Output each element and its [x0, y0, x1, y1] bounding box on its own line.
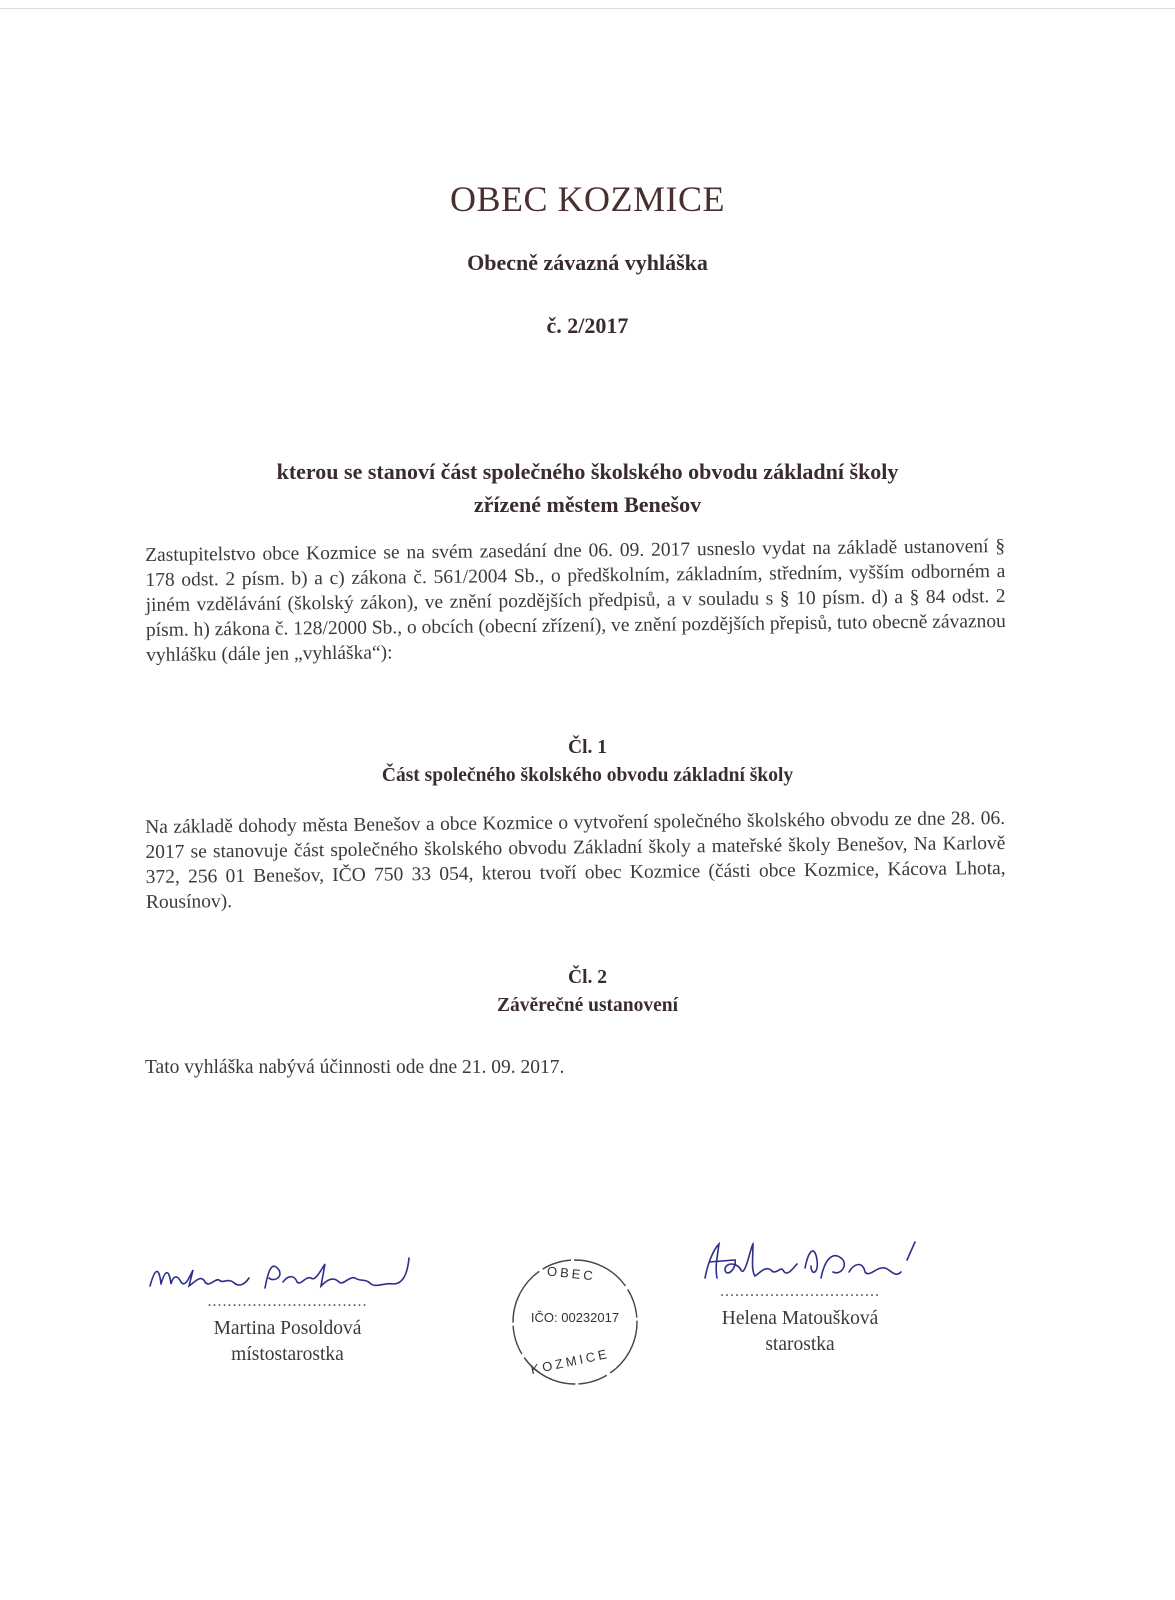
signer-role: starostka [765, 1334, 835, 1355]
article-2-heading [0, 964, 1175, 1020]
stamp-top-text: OBEC [546, 1263, 597, 1284]
official-stamp [505, 1252, 645, 1392]
signer-role: místostarostka [231, 1344, 344, 1365]
stamp-bottom-text: KOZMICE [529, 1345, 611, 1378]
article-2-text: Tato vyhláška nabývá účinnosti ode dne 21. 09. 2017. [145, 1057, 565, 1078]
document-number: č. 2/2017 [546, 313, 629, 338]
article-1-number: Čl. 1 [568, 737, 607, 758]
intro-paragraph: Zastupitelstvo obce Kozmice se na svém zasedání dne 06. 09. 2017 usneslo vydat na základě ustanovení § 178 odst. 2 písm. b) a c) zákona č. 561/2004 Sb., o předškolním, základním, středním, vyšším odborném a jiném vzdělávání (školský zákon), ve znění pozdějších předpisů, a v souladu s § 10 písm. d) a § 84 odst. 2 písm. h) zákona č. 128/2000 Sb., o obcích (obecní zřízení), ve znění pozdějších přepisů, tuto obecně závaznou vyhlášku (dále jen „vyhláška“): [145, 535, 1006, 666]
signature-mayor [665, 1238, 935, 1358]
signer-name: Helena Matoušková [721, 1308, 879, 1329]
article-1-title: Část společného školského obvodu základní školy [381, 765, 794, 786]
municipality-title: OBEC KOZMICE [450, 179, 725, 219]
signature-dotted-line: ................................ [720, 1286, 880, 1298]
article-1-text: Na základě dohody města Benešov a obce Kozmice o vytvoření společného školského obvodu ze dne 28. 06. 2017 se stanovuje část společného školského obvodu Základní školy a mateřské školy Benešov, Na Karlově 372, 256 01 Benešov, IČO 750 33 054, kterou tvoří obec Kozmice (části obce Kozmice, Kácova Lhota, Rousínov). [145, 807, 1006, 913]
signer-name: Martina Posoldová [213, 1318, 362, 1339]
article-2-title: Závěrečné ustanovení [496, 995, 679, 1016]
document-type: Obecně závazná vyhláška [467, 250, 708, 275]
subject-line-1: kterou se stanoví část společného školského obvodu základní školy [276, 459, 899, 484]
handwritten-signature-right [665, 1238, 935, 1286]
document-subject [0, 455, 1175, 521]
signature-deputy-mayor [145, 1248, 430, 1368]
scan-edge-line [0, 8, 1175, 9]
stamp-id-text: IČO: 00232017 [530, 1310, 620, 1325]
article-2-number: Čl. 2 [568, 967, 607, 988]
subject-line-2: zřízené městem Benešov [473, 492, 702, 517]
article-1-heading [0, 734, 1175, 790]
signature-dotted-line: ................................ [207, 1296, 368, 1308]
handwritten-signature-left [145, 1248, 430, 1296]
